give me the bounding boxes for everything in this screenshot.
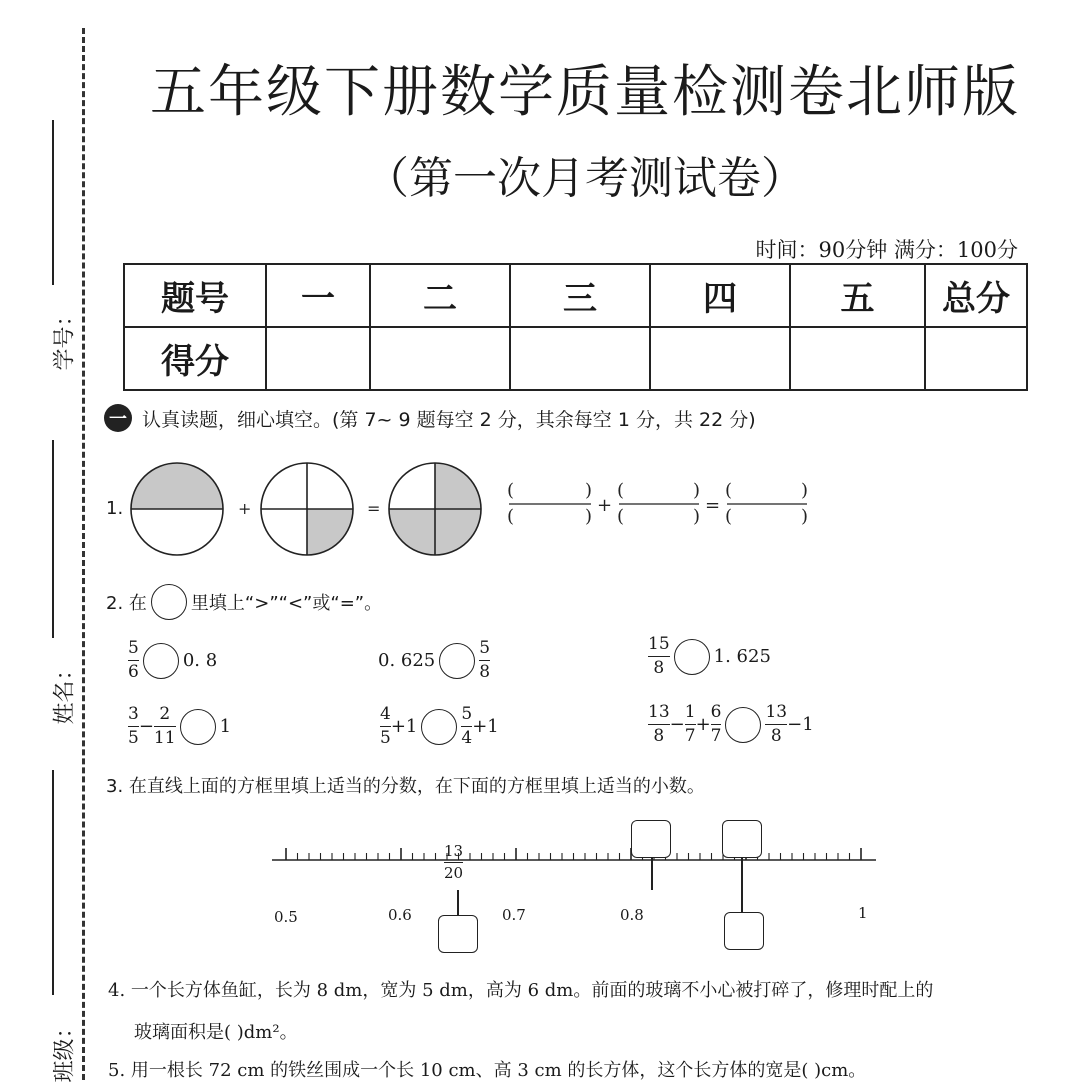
number-line bbox=[270, 838, 880, 868]
student-no-label: 学号： bbox=[52, 304, 78, 371]
section-heading bbox=[104, 404, 756, 432]
compare-circle[interactable] bbox=[725, 707, 761, 743]
q2-instruction bbox=[106, 584, 382, 620]
compare-item-4 bbox=[128, 706, 231, 747]
denominator: 6 bbox=[128, 662, 139, 682]
numerator: 1 bbox=[684, 702, 696, 722]
name-line bbox=[52, 440, 54, 638]
time-info: 时间：90分钟 满分：100分 bbox=[755, 238, 1018, 262]
q4-line2: 玻璃面积是( )dm²。 bbox=[134, 1022, 298, 1043]
numerator: 5 bbox=[461, 704, 473, 724]
number-line-label: 0.6 bbox=[388, 906, 412, 924]
operator: −1 bbox=[787, 714, 814, 735]
score-header-cell: 四 bbox=[650, 264, 790, 327]
compare-item-3 bbox=[648, 636, 771, 677]
operator: +1 bbox=[472, 716, 499, 737]
score-cell[interactable] bbox=[790, 327, 925, 390]
paren: ) bbox=[693, 480, 701, 501]
score-cell[interactable] bbox=[510, 327, 650, 390]
q2-prefix: 2. 在 bbox=[106, 593, 147, 614]
paren: ( bbox=[507, 480, 515, 501]
compare-item-6 bbox=[648, 704, 814, 745]
numerator: 13 bbox=[765, 702, 788, 722]
given-fraction bbox=[444, 844, 463, 881]
score-header-cell: 题号 bbox=[124, 264, 266, 327]
numerator: 3 bbox=[128, 704, 139, 724]
section-number-badge: 一 bbox=[104, 404, 132, 432]
q4-line1: 4. 一个长方体鱼缸，长为 8 dm，宽为 5 dm，高为 6 dm。前面的玻璃不小心被打碎了，修理时配上的 bbox=[108, 980, 934, 1001]
fraction-answer-box[interactable] bbox=[722, 820, 762, 858]
q5-text: 5. 用一根长 72 cm 的铁丝围成一个长 10 cm、高 3 cm 的长方体，这个长方体的宽是( )cm。 bbox=[108, 1060, 867, 1081]
score-table bbox=[123, 263, 1028, 391]
fraction-answer-box[interactable] bbox=[631, 820, 671, 858]
numerator: 4 bbox=[380, 704, 391, 724]
compare-circle[interactable] bbox=[439, 643, 475, 679]
equals: = bbox=[705, 495, 721, 516]
number-line-label: 0.8 bbox=[620, 906, 644, 924]
score-header-cell: 五 bbox=[790, 264, 925, 327]
number-line-label: 0.5 bbox=[274, 908, 298, 926]
numerator: 5 bbox=[128, 638, 139, 658]
name-label: 姓名： bbox=[52, 658, 78, 725]
paren: ( bbox=[617, 480, 625, 501]
denominator: 7 bbox=[710, 726, 722, 746]
decimal-answer-box[interactable] bbox=[438, 915, 478, 953]
denominator: 8 bbox=[653, 658, 665, 678]
compare-circle[interactable] bbox=[674, 639, 710, 675]
connector-line bbox=[741, 858, 743, 914]
operator: + bbox=[695, 714, 711, 735]
class-label: 班级： bbox=[52, 1016, 78, 1083]
compare-item-1 bbox=[128, 640, 217, 681]
plus: + bbox=[597, 495, 613, 516]
operator: +1 bbox=[390, 716, 418, 737]
numerator: 13 bbox=[444, 842, 464, 860]
section-instructions: 认真读题，细心填空。(第 7~ 9 题每空 2 分，其余每空 1 分，共 22 分) bbox=[142, 408, 756, 431]
compare-right: 0. 8 bbox=[182, 650, 218, 671]
score-table-header-row bbox=[124, 264, 1027, 327]
score-row-label: 得分 bbox=[124, 327, 266, 390]
student-no-line bbox=[52, 120, 54, 285]
paren: ) bbox=[801, 480, 809, 501]
paren: ) bbox=[801, 506, 809, 527]
q1-circle-diagram bbox=[126, 458, 556, 560]
score-cell[interactable] bbox=[925, 327, 1027, 390]
paren: ( bbox=[507, 506, 515, 527]
q1-plus-sign: + bbox=[238, 499, 252, 518]
score-header-cell: 二 bbox=[370, 264, 510, 327]
binding-dashed-line bbox=[82, 28, 85, 1080]
number-line-ticks bbox=[286, 848, 861, 860]
score-cell[interactable] bbox=[266, 327, 370, 390]
numerator: 15 bbox=[648, 634, 670, 654]
paren: ( bbox=[725, 506, 733, 527]
q2-suffix: 里填上“>”“<”或“=”。 bbox=[190, 593, 383, 614]
operator: − bbox=[669, 714, 685, 735]
paren: ) bbox=[585, 506, 593, 527]
denominator: 11 bbox=[153, 728, 176, 748]
circle-half-shaded bbox=[131, 463, 223, 555]
denominator: 4 bbox=[461, 728, 473, 748]
decimal-answer-box[interactable] bbox=[724, 912, 764, 950]
compare-right: 1 bbox=[219, 716, 232, 737]
operator: − bbox=[138, 716, 154, 737]
page-title: 五年级下册数学质量检测卷北师版 bbox=[150, 60, 1020, 125]
score-table-score-row bbox=[124, 327, 1027, 390]
connector-line bbox=[457, 890, 459, 916]
compare-circle[interactable] bbox=[421, 709, 457, 745]
class-line bbox=[52, 770, 54, 995]
compare-circle[interactable] bbox=[143, 643, 179, 679]
denominator: 5 bbox=[380, 728, 391, 748]
denominator: 20 bbox=[444, 864, 464, 882]
paren: ( bbox=[617, 506, 625, 527]
score-cell[interactable] bbox=[650, 327, 790, 390]
score-cell[interactable] bbox=[370, 327, 510, 390]
numerator: 13 bbox=[648, 702, 670, 722]
numerator: 6 bbox=[710, 702, 722, 722]
paren: ) bbox=[693, 506, 701, 527]
compare-item-2 bbox=[378, 640, 490, 681]
compare-right: 1. 625 bbox=[713, 646, 771, 667]
q1-number: 1. bbox=[106, 498, 124, 519]
score-header-cell: 三 bbox=[510, 264, 650, 327]
connector-line bbox=[651, 858, 653, 890]
score-header-cell: 总分 bbox=[925, 264, 1027, 327]
numerator: 2 bbox=[159, 704, 171, 724]
q1-equals-sign: = bbox=[367, 499, 381, 518]
denominator: 5 bbox=[128, 728, 139, 748]
paren: ( bbox=[725, 480, 733, 501]
compare-circle[interactable] bbox=[180, 709, 216, 745]
denominator: 8 bbox=[479, 662, 491, 682]
compare-circle-sample bbox=[151, 584, 187, 620]
q1-answer-fractions bbox=[505, 478, 815, 528]
compare-item-5 bbox=[380, 706, 499, 747]
numerator: 5 bbox=[479, 638, 491, 658]
page-subtitle: （第一次月考测试卷） bbox=[365, 153, 805, 204]
circle-three-quarters-shaded bbox=[389, 463, 481, 555]
denominator: 8 bbox=[653, 726, 665, 746]
q3-text: 3. 在直线上面的方框里填上适当的分数，在下面的方框里填上适当的小数。 bbox=[106, 776, 705, 797]
compare-left: 0. 625 bbox=[378, 650, 436, 671]
number-line-label: 1 bbox=[858, 904, 868, 922]
denominator: 8 bbox=[770, 726, 782, 746]
paren: ) bbox=[585, 480, 593, 501]
denominator: 7 bbox=[684, 726, 696, 746]
score-header-cell: 一 bbox=[266, 264, 370, 327]
circle-quarter-shaded bbox=[261, 463, 353, 555]
number-line-label: 0.7 bbox=[502, 906, 526, 924]
